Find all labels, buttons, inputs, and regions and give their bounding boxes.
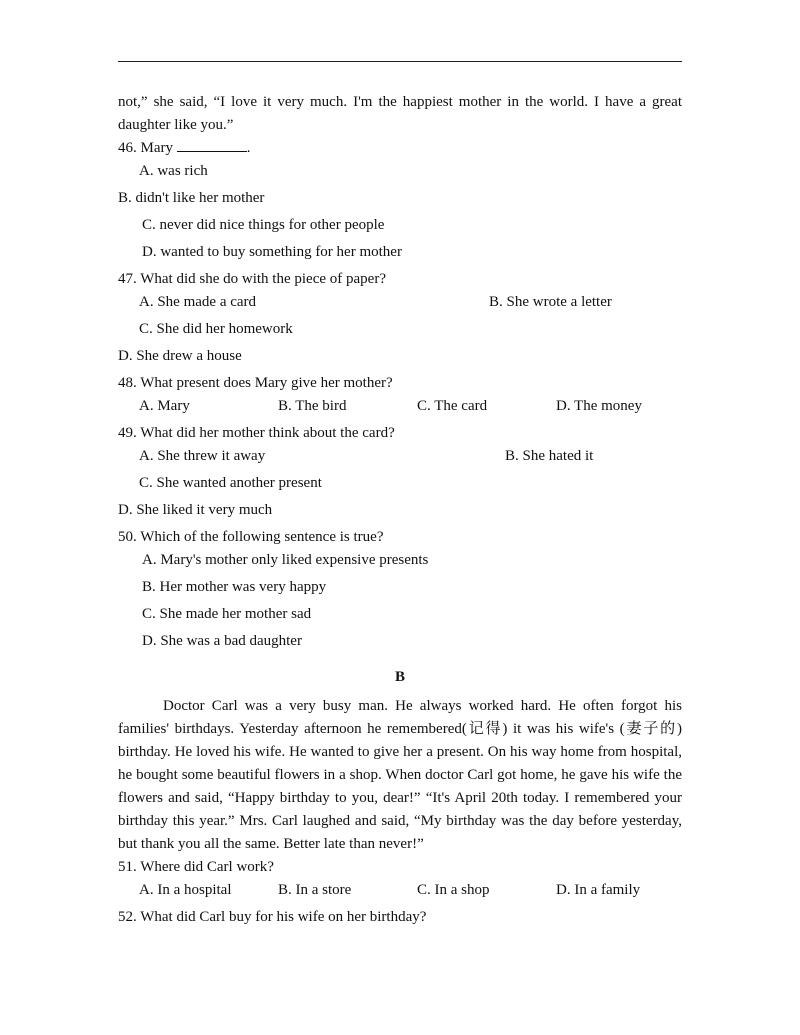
options-row [118,291,682,314]
question-52 [118,906,682,929]
option-b: B. In a store [278,882,352,898]
option-d: D. In a family [556,882,641,898]
options-row [118,879,682,902]
option-c: C. In a shop [417,882,490,898]
answer-blank [177,137,247,152]
question-stem: 47. What did she do with the piece of paper? [118,271,386,287]
option-c: C. She made her mother sad [142,606,312,622]
question-stem: 49. What did her mother think about the card? [118,425,395,441]
options-row [118,395,682,418]
option-a: A. In a hospital [139,882,232,898]
option-c: C. She wanted another present [139,475,322,491]
question-50 [118,526,682,653]
option-d: D. She liked it very much [118,502,273,518]
question-48 [118,372,682,418]
stem-end: . [246,140,251,156]
question-stem: 48. What present does Mary give her mother? [118,375,393,391]
question-47 [118,268,682,368]
option-b: B. Her mother was very happy [142,579,327,595]
option-b: B. The bird [278,398,347,414]
option-b: B. didn't like her mother [118,190,265,206]
question-49 [118,422,682,522]
option-d: D. wanted to buy something for her mother [142,244,402,260]
question-stem: 51. Where did Carl work? [118,859,274,875]
option-d: D. She was a bad daughter [142,633,302,649]
question-stem [118,137,682,160]
option-d: D. She drew a house [118,348,242,364]
option-a: A. She made a card [139,294,257,310]
section-heading: B [394,669,405,685]
options-row [118,445,682,468]
stem-text: 46. Mary [118,140,173,156]
header-rule [118,61,682,62]
page-content [118,91,682,929]
option-b: B. She wrote a letter [489,294,612,310]
question-stem: 52. What did Carl buy for his wife on her birthday? [118,909,427,925]
option-c: C. The card [417,398,488,414]
intro-paragraph: not,” she said, “I love it very much. I'm the happiest mother in the world. I have a great daughter like you.” [118,94,682,133]
option-c: C. She did her homework [139,321,293,337]
option-a: A. She threw it away [139,448,266,464]
option-c: C. never did nice things for other people [142,217,385,233]
passage-paragraph: Doctor Carl was a very busy man. He always worked hard. He often forgot his families' birthdays. Yesterday afternoon he remembered(记得) it was his wife's (妻子的) birthday. He loved his wife. He wanted to give her a present. On his way home from hospital, he bought some beautiful flowers in a shop. When doctor Carl got home, he gave his wife the flowers and said, “Happy birthday to you, dear!” “It's April 20th today. I remembered your birthday this year.” Mrs. Carl laughed and said, “My birthday was the day before yesterday, but thank you all the same. Better late than never!” [118,698,682,852]
question-stem: 50. Which of the following sentence is true? [118,529,384,545]
option-a: A. Mary's mother only liked expensive presents [142,552,429,568]
option-a: A. Mary [139,398,190,414]
option-a: A. was rich [139,163,208,179]
question-51 [118,856,682,902]
option-d: D. The money [556,398,642,414]
option-b: B. She hated it [505,448,594,464]
question-46 [118,137,682,264]
